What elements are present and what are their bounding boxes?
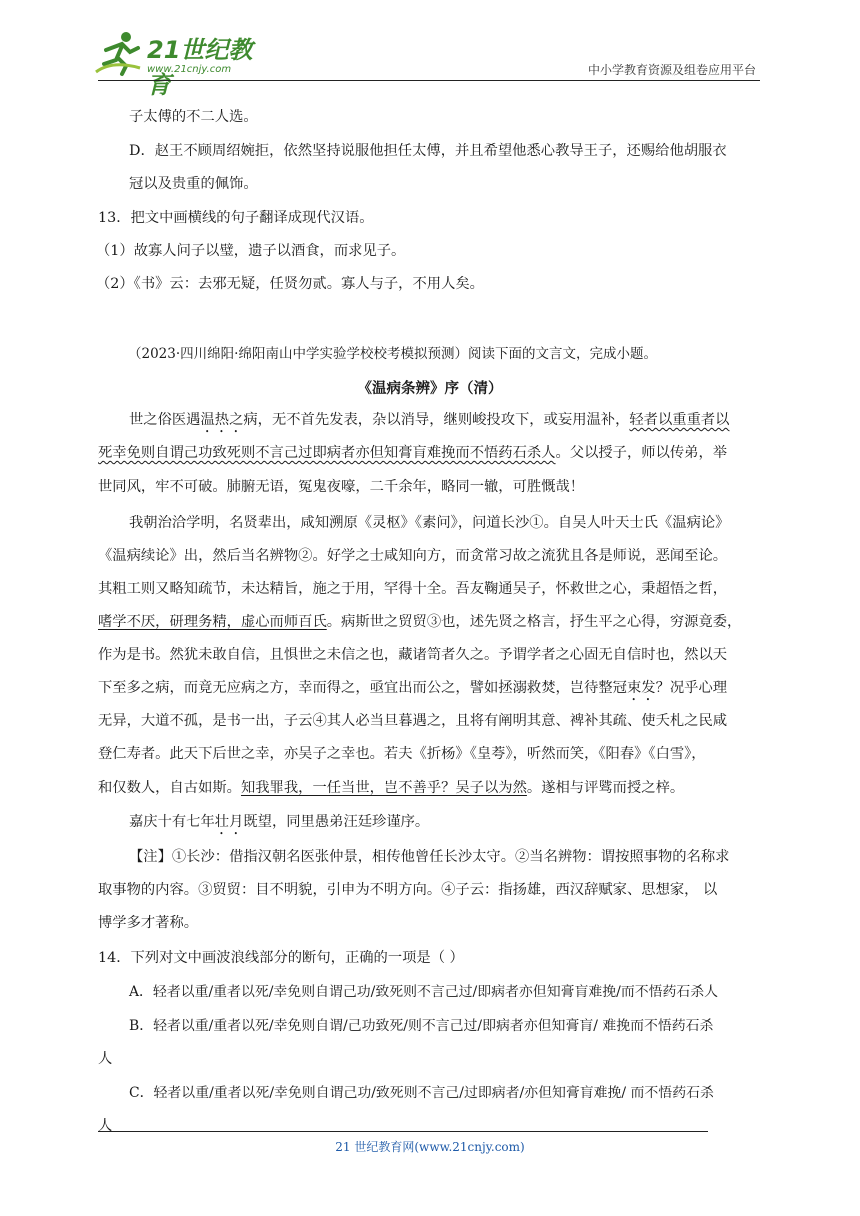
footer-text: 21 世纪教育网(www.21cnjy.com) bbox=[335, 1140, 525, 1154]
wavy-line-text: 轻者以重重者以 bbox=[629, 412, 730, 428]
note-line1: 【注】①长沙：借指汉朝名医张仲景，相传他曾任长沙太守。②当名辨物：谓按照事物的名称求 bbox=[129, 849, 730, 865]
q13-item-1: （1）故寡人问子以璧，遗子以酒食，而求见子。 bbox=[96, 243, 406, 259]
p2-line4 bbox=[98, 612, 741, 632]
q13-item-2: （2）《书》云：去邪无疑，任贤勿贰。寡人与子，不用人矣。 bbox=[96, 276, 484, 292]
wavy-line-text: 死幸免则自谓己功致死则不言己过即病者亦但知膏肓难挽而不悟药石杀人 bbox=[98, 445, 556, 461]
p1-line2 bbox=[98, 443, 727, 463]
p1-text: 世之俗医遇 bbox=[129, 412, 201, 428]
header-divider bbox=[98, 80, 760, 81]
q12-option-d-line1: D．赵王不顾周绍婉拒，依然坚持说服他担任太傅，并且希望他悉心教导王子，还赐给他胡服衣 bbox=[129, 143, 727, 159]
passage-title: 《温病条辨》序（清） bbox=[357, 380, 503, 397]
underlined-sentence: 嗜学不厌，研理务精，虚心而师百氏 bbox=[98, 614, 327, 630]
p3-text: 嘉庆十有七年 bbox=[129, 814, 215, 830]
q14-option-a: A．轻者以重/重者以死/幸免则自谓己功/致死则不言己过/即病者亦但知膏肓难挽/而不悟药石杀人 bbox=[129, 984, 719, 1000]
q13-stem: 13．把文中画横线的句子翻译成现代汉语。 bbox=[98, 210, 374, 226]
dotted-word: 壮月 bbox=[214, 814, 244, 830]
q12-option-c-tail: 子太傅的不二人选。 bbox=[129, 109, 258, 125]
q14-option-b-line1: B．轻者以重/重者以死/幸免则自谓/己功致死/则不言己过/即病者亦但知膏肓/ 难挽而不悟药石杀 bbox=[129, 1018, 714, 1034]
p2-text: 。遂相与评骘而授之梓。 bbox=[526, 780, 685, 796]
q14-option-b-line2: 人 bbox=[98, 1051, 113, 1067]
runner-logo-icon bbox=[92, 30, 144, 78]
p2-line6 bbox=[98, 678, 727, 704]
footer-divider bbox=[98, 1131, 708, 1132]
site-logo bbox=[92, 30, 272, 99]
p2-line7: 无异，大道不孤，是书一出，子云④其人必当旦暮遇之，且将有阐明其意、裨补其疏、使夭札之民咸 bbox=[98, 713, 728, 729]
p2-text: 。病斯世之贸贸③也，述先贤之格言，抒生平之心得，穷源竟委， bbox=[326, 614, 742, 630]
p2-line9 bbox=[98, 778, 684, 798]
p2-line3: 其粗工则又略知疏节，未达精旨，施之于用，罕得十全。吾友鞠通吴子，怀救世之心，秉超悟之哲， bbox=[98, 581, 728, 597]
p2-text: 和仅数人，自古如斯。 bbox=[98, 780, 241, 796]
passage-source: （2023·四川绵阳·绵阳南山中学实验学校校考模拟预测）阅读下面的文言文，完成小题。 bbox=[128, 346, 657, 362]
q14-option-c-line2: 人 bbox=[98, 1118, 113, 1134]
underlined-sentence: 知我罪我，一任当世，岂不善乎？吴子以为然 bbox=[240, 780, 527, 796]
p1-line3: 世同风，牢不可破。肺腑无语，冤鬼夜嚎，二千余年，略同一辙，可胜慨哉！ bbox=[98, 479, 585, 495]
p2-line5: 作为是书。然犹未敢自信，且惧世之未信之也，藏诸笥者久之。予谓学者之心固无自信时也，然以天 bbox=[98, 647, 728, 663]
p2-text: ？况乎心理 bbox=[655, 680, 728, 696]
p3-signature bbox=[129, 812, 429, 838]
note-line2: 取事物的内容。③贸贸：目不明貌，引申为不明方向。④子云：指扬雄，西汉辞赋家、思想家， 以 bbox=[98, 882, 718, 898]
p2-text: 下至多之病，而竟无应病之方，幸而得之，亟宜出而公之，譬如拯溺救焚，岂待整冠 bbox=[98, 680, 627, 696]
page-header bbox=[0, 0, 860, 99]
p2-line2: 《温病续论》出，然后当名辨物②。好学之士咸知向方，而贪常习故之流犹且各是师说，恶闻至论。 bbox=[98, 548, 728, 564]
logo-text: 21世纪教育 bbox=[147, 36, 253, 99]
p1-dotted-text: 温热之 bbox=[200, 412, 244, 428]
q14-stem: 14．下列对文中画波浪线部分的断句，正确的一项是（ ） bbox=[98, 950, 464, 966]
q12-option-d-line2: 冠以及贵重的佩饰。 bbox=[129, 176, 258, 192]
p2-line8: 登仁寿者。此天下后世之幸，亦吴子之幸也。若夫《折杨》《皇荂》，听然而笑，《阳春》《白雪》， bbox=[98, 746, 706, 762]
logo-url: www.21cnjy.com bbox=[147, 64, 232, 75]
p1-text: 病，无不首先发表，杂以消导，继则峻投攻下，或妄用温补， bbox=[243, 412, 630, 428]
note-line3: 博学多才著称。 bbox=[98, 915, 199, 931]
p3-text: 既望，同里愚弟汪廷珍谨序。 bbox=[243, 814, 430, 830]
dotted-word: 束发 bbox=[626, 680, 656, 696]
p1-text: 。父以授子，师以传弟，举 bbox=[555, 445, 728, 461]
p1-line1 bbox=[129, 410, 729, 436]
p2-line1: 我朝治洽学明，名贤辈出，咸知溯原《灵枢》《素问》，问道长沙①。自吴人叶天士氏《温病论》 bbox=[129, 515, 730, 531]
q14-option-c-line1: C．轻者以重/重者以死/幸免则自谓己功/致死则不言己/过即病者/亦但知膏肓难挽/ 而不悟药石杀 bbox=[129, 1085, 714, 1101]
platform-name: 中小学教育资源及组卷应用平台 bbox=[587, 63, 756, 77]
